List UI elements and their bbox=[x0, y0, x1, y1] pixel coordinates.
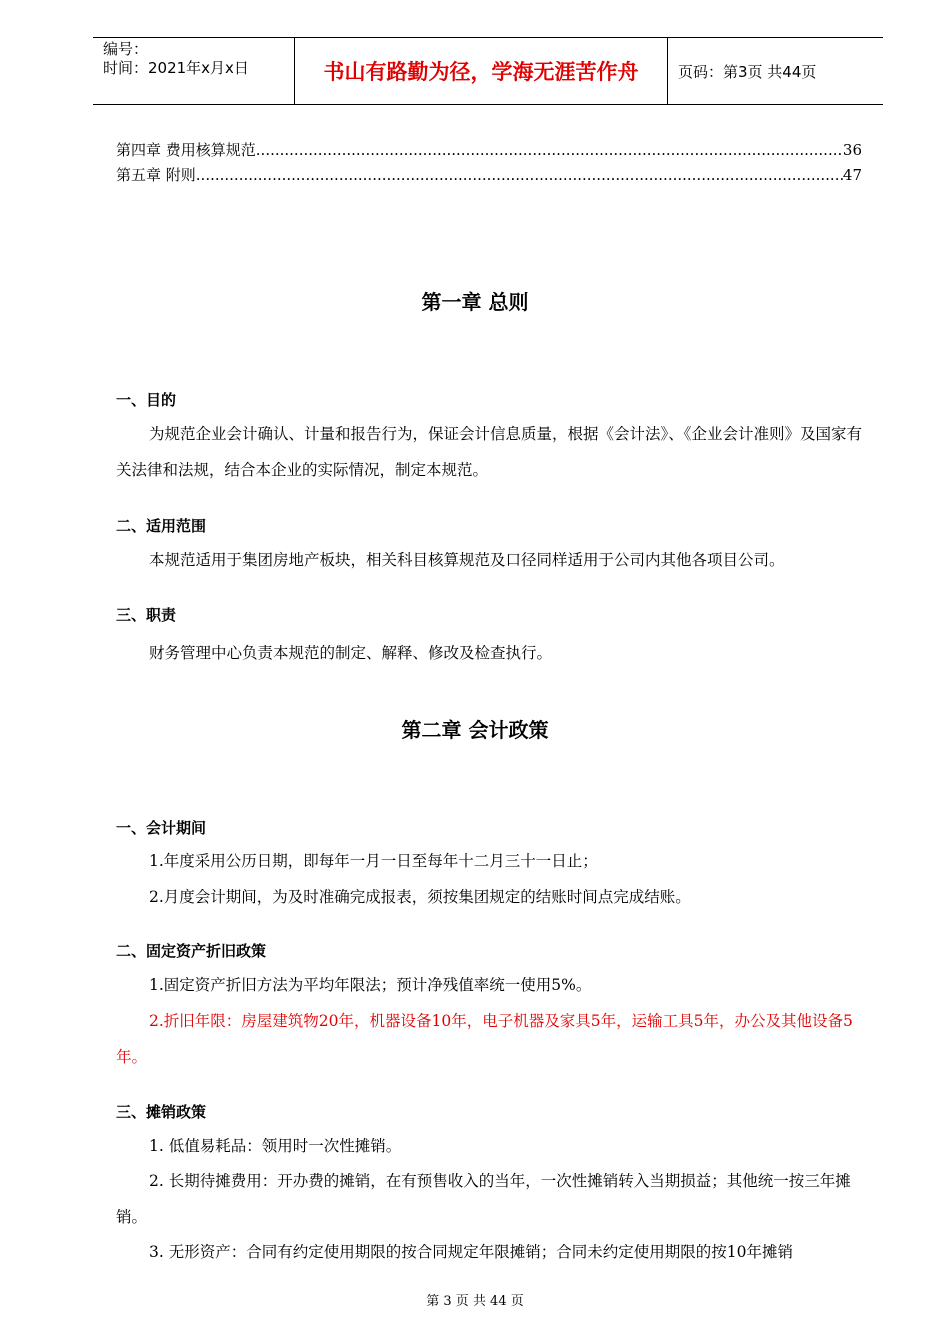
toc-page: 36 bbox=[842, 141, 862, 159]
toc-label: 第四章 费用核算规范 bbox=[116, 141, 256, 159]
section-purpose-title: 一、目的 bbox=[116, 391, 177, 409]
section-amortization-p2: 2. 长期待摊费用：开办费的摊销，在有预售收入的当年，一次性摊销转入当期损益；其他统一按三年摊销。 bbox=[116, 1172, 851, 1226]
section-amortization-title: 三、摊销政策 bbox=[116, 1103, 207, 1121]
section-depreciation-p1: 1.固定资产折旧方法为平均年限法；预计净残值率统一使用5%。 bbox=[149, 976, 592, 994]
section-period-title: 一、会计期间 bbox=[116, 819, 207, 837]
toc-row[interactable] bbox=[116, 164, 862, 186]
toc-row[interactable] bbox=[116, 139, 862, 161]
page-header bbox=[93, 37, 883, 105]
header-page-info: 页码：第3页 共44页 bbox=[678, 62, 817, 81]
header-meta bbox=[93, 38, 295, 104]
section-period-p2: 2.月度会计期间，为及时准确完成报表，须按集团规定的结账时间点完成结账。 bbox=[149, 888, 691, 906]
section-depreciation-title: 二、固定资产折旧政策 bbox=[116, 942, 267, 960]
section-amortization-p1: 1. 低值易耗品：领用时一次性摊销。 bbox=[149, 1137, 402, 1155]
header-time-label: 时间：2021年x月x日 bbox=[103, 59, 249, 77]
section-scope-title: 二、适用范围 bbox=[116, 517, 207, 535]
chapter-2-title: 第二章 会计政策 bbox=[401, 718, 549, 742]
chapter-1-title: 第一章 总则 bbox=[421, 290, 529, 314]
section-duty-title: 三、职责 bbox=[116, 606, 177, 624]
section-depreciation-p2: 2.折旧年限：房屋建筑物20年，机器设备10年，电子机器及家具5年，运输工具5年，办公及其他设备5年。 bbox=[116, 1012, 853, 1066]
toc-leader bbox=[196, 164, 843, 186]
header-motto: 书山有路勤为径，学海无涯苦作舟 bbox=[295, 38, 668, 104]
section-period-p1: 1.年度采用公历日期，即每年一月一日至每年十二月三十一日止； bbox=[149, 852, 598, 870]
toc-page: 47 bbox=[842, 166, 862, 184]
header-number-label: 编号： bbox=[103, 40, 149, 58]
section-scope-text: 本规范适用于集团房地产板块，相关科目核算规范及口径同样适用于公司内其他各项目公司。 bbox=[149, 551, 785, 569]
toc-leader bbox=[256, 139, 843, 161]
page-footer: 第 3 页 共 44 页 bbox=[426, 1294, 524, 1309]
section-duty-text: 财务管理中心负责本规范的制定、解释、修改及检查执行。 bbox=[149, 644, 553, 662]
section-amortization-p3: 3. 无形资产：合同有约定使用期限的按合同规定年限摊销；合同未约定使用期限的按10年摊销 bbox=[149, 1243, 793, 1261]
toc-label: 第五章 附则 bbox=[116, 166, 196, 184]
section-purpose-text: 为规范企业会计确认、计量和报告行为，保证会计信息质量，根据《会计法》、《企业会计准则》及国家有关法律和法规，结合本企业的实际情况，制定本规范。 bbox=[116, 425, 863, 479]
